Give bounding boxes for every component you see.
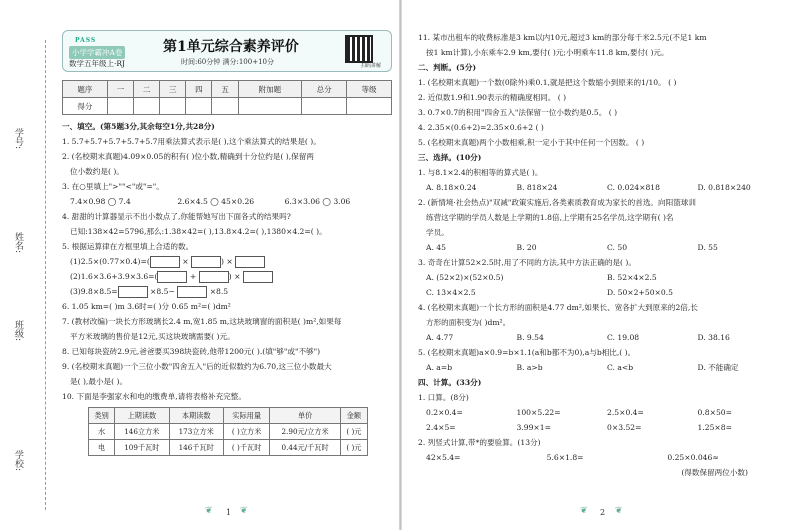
question-text: 5. (名校期末真题)a×0.9=b×1.1(a和b都不为0),a与b相比,( )。: [418, 348, 636, 357]
bill-header: 金额: [340, 408, 367, 424]
calc-item[interactable]: 0.25×0.046≈: [667, 453, 719, 462]
option[interactable]: D. 38.16: [697, 333, 730, 342]
question-text: 按1 km计算),小东乘车2.9 km,要付( )元;小明乘车11.8 km,要付( )元。: [426, 48, 669, 57]
option[interactable]: C. 50: [607, 243, 628, 252]
question-text: 8. 已知每块瓷砖2.9元,爸爸要买398块瓷砖,他带1200元( ).(填"够"或"不够"): [62, 347, 321, 356]
score-header: 三: [160, 81, 186, 98]
bill-header: 上期读数: [115, 408, 169, 424]
bill-cell[interactable]: ( )元: [340, 424, 367, 440]
calc-item[interactable]: 42×5.4=: [426, 453, 461, 462]
class-label: 班级:: [13, 320, 23, 342]
time-score-info: 时间:60分钟 满分:100+10分: [181, 58, 274, 66]
plant-icon: ❦: [205, 506, 213, 516]
score-cell[interactable]: [238, 98, 302, 115]
option[interactable]: D. 0.818×240: [697, 183, 751, 192]
compare-row: [62, 194, 392, 209]
option[interactable]: A. 4.77: [426, 333, 454, 342]
score-header: 一: [107, 81, 133, 98]
right-page: [418, 30, 788, 480]
calc-item[interactable]: 0×3.52=: [607, 423, 642, 432]
section-heading: 二、判断。(5分): [418, 63, 477, 72]
name-label: 姓名:: [13, 232, 23, 254]
binding-line: [45, 40, 46, 510]
answer-box[interactable]: [235, 256, 265, 268]
page-number: 2: [600, 508, 606, 517]
options-row: [418, 240, 788, 255]
score-cell[interactable]: [186, 98, 212, 115]
plant-icon: ❦: [240, 506, 248, 516]
bill-cell: 水: [89, 424, 115, 440]
question-text: 学员。: [426, 228, 449, 237]
bill-header: 实际用量: [223, 408, 270, 424]
bill-header: 类别: [89, 408, 115, 424]
options-row: [418, 270, 788, 285]
option[interactable]: D. 50×2+50×0.5: [607, 288, 673, 297]
question-text: 练营这学期的学员人数是上学期的1.8倍,上学期有25名学员,这学期有( )名: [426, 213, 674, 222]
compare-item[interactable]: 6.3×3.06 ◯ 3.06: [284, 197, 351, 206]
question-text: 已知:138×42=5796,那么:1.38×42=( ),13.8×4.2=( ),1380×4.2=( )。: [70, 227, 327, 236]
qr-code-icon[interactable]: [345, 35, 373, 63]
score-row-label: 得分: [63, 98, 108, 115]
calc-item[interactable]: 1.25×8=: [697, 423, 732, 432]
score-cell[interactable]: [212, 98, 238, 115]
question-text: 2. (名校期末真题)4.09×0.05的积有( )位小数,精确到十分位约是( ),保留两: [62, 152, 314, 161]
section-heading: 三、选择。(10分): [418, 153, 482, 162]
score-header: 等级: [347, 81, 392, 98]
score-cell[interactable]: [107, 98, 133, 115]
option[interactable]: B. 20: [516, 243, 537, 252]
option[interactable]: B. 818×24: [516, 183, 558, 192]
left-page: [62, 30, 392, 456]
series-badge: 小学学霸冲A卷: [69, 46, 125, 59]
question-text: 1. 口算。(8分): [418, 393, 469, 402]
mental-math-row: [418, 420, 788, 435]
student-id-label: 学号:: [13, 128, 23, 150]
option[interactable]: B. 9.54: [516, 333, 544, 342]
calc-item[interactable]: 0.2×0.4=: [426, 408, 463, 417]
question-text: 平方米玻璃的售价是12元,买这块玻璃需要( )元。: [70, 332, 235, 341]
section-heading: 四、计算。(33分): [418, 378, 482, 387]
score-cell[interactable]: [134, 98, 160, 115]
question-text: 3. 奇奇在计算52×2.5时,用了不同的方法,其中方法正确的是( )。: [418, 258, 636, 267]
option[interactable]: D. 不能确定: [697, 363, 739, 372]
utility-bill-table: [88, 407, 368, 456]
question-text: 是( ),最小是( )。: [70, 377, 128, 386]
options-row: [418, 180, 788, 195]
table-row: [89, 440, 368, 456]
grade-label: 数学五年级上·RJ: [69, 59, 126, 68]
page-header: [62, 30, 392, 72]
question-text: 5. 根据运算律在方框里填上合适的数。: [62, 242, 194, 251]
score-header: 题序: [63, 81, 108, 98]
question-text: 4. 甜甜的计算器显示不出小数点了,你能帮她写出下面各式的结果吗?: [62, 212, 291, 221]
score-header: 总分: [302, 81, 347, 98]
calc-item[interactable]: 5.6×1.8=: [546, 453, 584, 462]
score-table: [62, 80, 392, 115]
question-text: 1. 与8.1×2.4的积相等的算式是( )。: [418, 168, 543, 177]
option[interactable]: B. 52×4×2.5: [607, 273, 657, 282]
bill-cell: 109千瓦时: [115, 440, 169, 456]
law-item: (2)1.6×3.6+3.9×3.6=(: [70, 272, 158, 281]
calc-item[interactable]: 2.5×0.4=: [607, 408, 644, 417]
option[interactable]: C. 13×4×2.5: [426, 288, 476, 297]
option[interactable]: A. 45: [426, 243, 446, 252]
answer-box[interactable]: [191, 256, 221, 268]
bill-cell: 146立方米: [115, 424, 169, 440]
question-text: 7. (教材改编)一块长方形玻璃长2.4 m,宽1.85 m,这块玻璃窗的面积是( )m²,如果每: [62, 317, 342, 326]
option[interactable]: C. 19.08: [607, 333, 640, 342]
answer-box[interactable]: [199, 271, 229, 283]
plant-icon: ❦: [580, 506, 588, 516]
judge-item[interactable]: 3. 0.7×0.7的积用"四舍五入"法保留一位小数约是0.5。 ( ): [418, 108, 618, 117]
law-row: (2)1.6×3.6+3.9×3.6=( + ) ×: [62, 269, 392, 284]
law-row: (3)9.8×8.5= ×8.5− ×8.5: [70, 287, 229, 296]
option[interactable]: D. 55: [697, 243, 718, 252]
score-header: 二: [134, 81, 160, 98]
question-text: 3. 在○里填上">""<"或"="。: [62, 182, 164, 191]
compare-item[interactable]: 2.6×4.5 ◯ 45×0.26: [177, 197, 255, 206]
vertical-calc-row: [418, 450, 788, 465]
options-row: [418, 285, 788, 300]
page-number: 1: [226, 508, 232, 517]
fill-in-section: [62, 119, 392, 404]
bill-header: 本期读数: [169, 408, 223, 424]
judge-item[interactable]: 4. 2.35×(0.6+2)=2.35×0.6+2 ( ): [418, 123, 544, 132]
answer-box[interactable]: [118, 286, 148, 298]
question-text: 9. (名校期末真题)一个三位小数"四舍五入"后的近似数约为6.70,这三位小数最大: [62, 362, 332, 371]
plant-icon: ❦: [615, 506, 623, 516]
options-row: [418, 330, 788, 345]
option[interactable]: A. a=b: [426, 363, 453, 372]
score-cell[interactable]: [347, 98, 392, 115]
question-text: 1. 5.7+5.7+5.7+5.7+5.7用乘法算式表示是( ),这个乘法算式的结果是( )。: [62, 137, 321, 146]
option[interactable]: A. (52×2)×(52×0.5): [426, 273, 504, 282]
bill-cell: 2.90元/立方米: [270, 424, 340, 440]
qr-label: 扫码讲解: [360, 63, 381, 69]
question-text: 6. 1.05 km=( )m 3.6时=( )分 0.65 m²=( )dm²: [62, 302, 231, 311]
judge-item[interactable]: 5. (名校期末真题)两个小数相乘,积一定小于其中任何一个因数。 ( ): [418, 138, 645, 147]
law-row: (1)2.5×(0.77×0.4)=( × ) ×: [62, 254, 392, 269]
question-text: 2. (新情境·社会热点)"双减"政策实施后,各类素质教育成为家长的首选。向阳篮球训: [418, 198, 696, 207]
bill-cell[interactable]: ( )立方米: [223, 424, 270, 440]
section-heading: 一、填空。(第5题3分,其余每空1分,共28分): [62, 122, 215, 131]
page-fold: [399, 0, 402, 530]
bill-cell[interactable]: ( )千瓦时: [223, 440, 270, 456]
bill-cell: 146千瓦时: [169, 440, 223, 456]
question-text: 2. 列竖式计算,带*的要验算。(13分): [418, 438, 541, 447]
answer-box[interactable]: [243, 271, 273, 283]
question-text: 位小数约是( )。: [70, 167, 124, 176]
question-text: 11. 某市出租车的收费标准是3 km以内10元,超过3 km的部分每千米2.5元(不足1 km: [418, 33, 707, 42]
question-text: 方形的面积变为( )dm²。: [426, 318, 511, 327]
judge-item[interactable]: 1. (名校期末真题)一个数(0除外)乘0.1,就是把这个数缩小到原来的1/10。 ( ): [418, 78, 677, 87]
score-cell[interactable]: [160, 98, 186, 115]
answer-box[interactable]: [177, 286, 207, 298]
option[interactable]: A. 8.18×0.24: [426, 183, 477, 192]
school-label: 学校:: [13, 450, 23, 472]
score-header: 附加题: [238, 81, 302, 98]
score-cell[interactable]: [302, 98, 347, 115]
page-title: 第1单元综合素养评价: [163, 39, 299, 55]
answer-box[interactable]: [157, 271, 187, 283]
score-header: 四: [186, 81, 212, 98]
option[interactable]: C. a<b: [607, 363, 634, 372]
law-item: (1)2.5×(0.77×0.4)=(: [70, 257, 150, 266]
option[interactable]: B. a>b: [516, 363, 543, 372]
bill-cell: 173立方米: [169, 424, 223, 440]
compare-item[interactable]: 7.4×0.98 ◯ 7.4: [70, 197, 131, 206]
bill-cell: 0.44元/千瓦时: [270, 440, 340, 456]
law-item: (3)9.8×8.5=: [70, 287, 118, 296]
calc-item[interactable]: 100×5.22=: [516, 408, 561, 417]
calc-item[interactable]: 0.8×50=: [697, 408, 732, 417]
calc-item[interactable]: 3.99×1=: [516, 423, 551, 432]
bill-cell: 电: [89, 440, 115, 456]
score-header: 五: [212, 81, 238, 98]
calc-item[interactable]: 2.4×5=: [426, 423, 456, 432]
question-text: 10. 下面是李强家水和电的缴费单,请将表格补充完整。: [62, 392, 246, 401]
bill-cell[interactable]: ( )元: [340, 440, 367, 456]
option[interactable]: C. 0.024×818: [607, 183, 660, 192]
table-row: [89, 424, 368, 440]
options-row: [418, 360, 788, 375]
rounding-note: (得数保留两位小数): [681, 468, 748, 477]
brand-logo: PASS: [75, 37, 97, 44]
bill-header: 单价: [270, 408, 340, 424]
question-text: 4. (名校期末真题)一个长方形的面积是4.77 dm²,如果长、宽各扩大到原来的2倍,长: [418, 303, 698, 312]
judge-item[interactable]: 2. 近似数1.9和1.90表示的精确度相同。 ( ): [418, 93, 567, 102]
answer-box[interactable]: [150, 256, 180, 268]
mental-math-row: [418, 405, 788, 420]
